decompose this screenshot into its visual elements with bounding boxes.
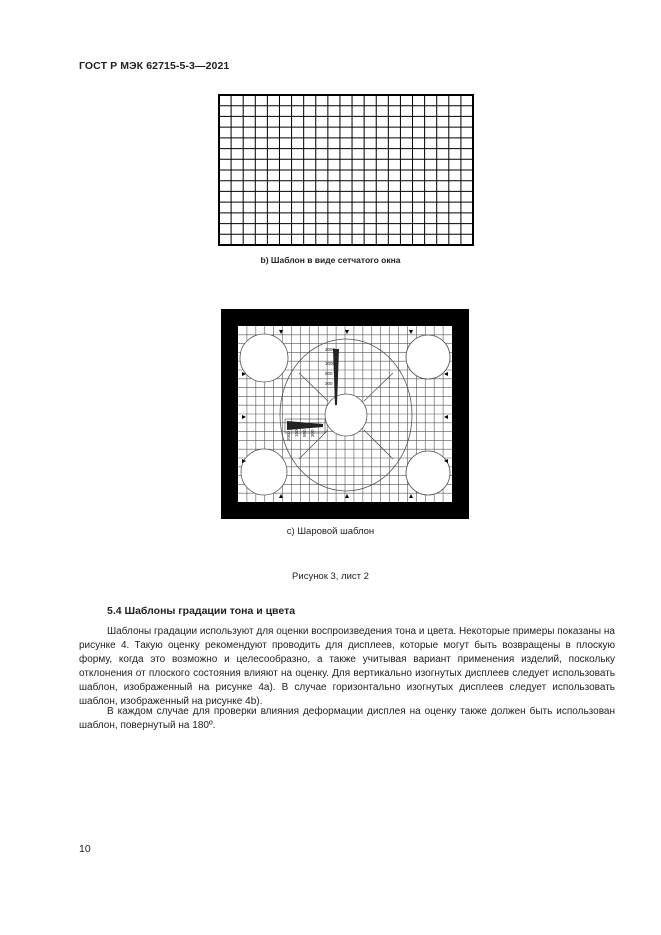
center-circle <box>325 394 367 436</box>
wedge-label-left-2000: 2000 <box>286 430 291 441</box>
corner-circle-bottom-left <box>241 449 287 495</box>
wedge-label-top-2000: 2000 <box>325 347 336 352</box>
page-number: 10 <box>79 843 91 855</box>
wedge-label-left-500: 500 <box>302 429 307 437</box>
document-header: ГОСТ Р МЭК 62715-5-3—2021 <box>79 60 230 72</box>
corner-circle-top-right <box>406 335 450 379</box>
wedge-label-left-300: 300 <box>310 429 315 437</box>
wedge-label-top-500: 500 <box>325 371 333 376</box>
paragraph: В каждом случае для проверки влияния деформации дисплея на оценку также должен быть использован шаблон, повернутый на 180º. <box>79 706 615 731</box>
corner-circle-top-left <box>240 334 288 382</box>
grid-window-pattern <box>218 94 474 246</box>
figure-label: Рисунок 3, лист 2 <box>292 571 369 582</box>
sphere-pattern <box>221 309 469 519</box>
corner-circle-bottom-right <box>406 451 450 495</box>
section-heading: 5.4 Шаблоны градации тона и цвета <box>107 605 296 617</box>
figure-b-caption: b) Шаблон в виде сетчатого окна <box>260 255 401 265</box>
paragraph: Шаблоны градации используют для оценки воспроизведения тона и цвета. Некоторые примеры показаны на рисунке 4. Такую оценку рекомендуют проводить для дисплеев, которые могут быть возвращены в плоскую форму, когда это возможно и целесообразно, а также учитывая вариант применения изделий, поскольку отклонения от плоского состояния влияют на оценку. Для вертикально изогнутых дисплеев следует использовать шаблон, изображенный на рисунке 4a). В случае горизонтально изогнутых дисплеев следует использовать шаблон, изображенный на рисунке 4b). <box>79 626 615 707</box>
wedge-label-top-300: 300 <box>325 381 333 386</box>
wedge-label-left-1000: 1000 <box>294 426 299 437</box>
figure-c-caption: c) Шаровой шаблон <box>286 526 375 537</box>
wedge-label-top-1000: 1000 <box>325 361 336 366</box>
